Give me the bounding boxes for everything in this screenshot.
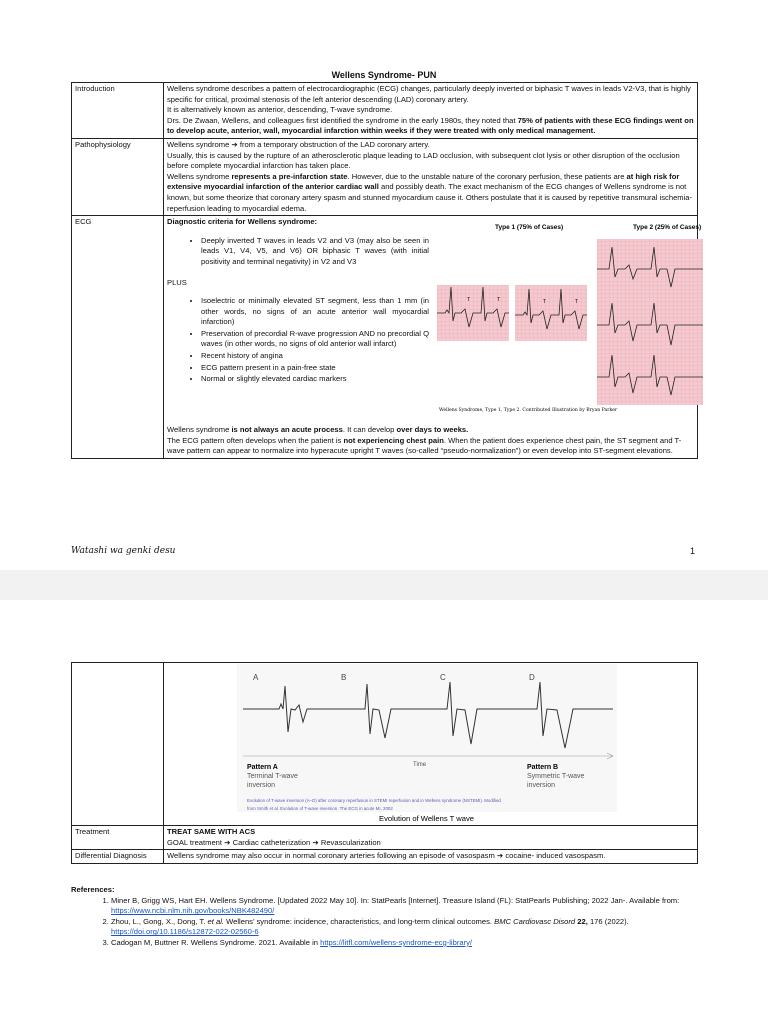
plus-label: PLUS — [167, 277, 187, 287]
evolution-caption: Evolution of Wellens T wave — [379, 814, 474, 823]
wellens-types-figure — [437, 217, 705, 425]
list-item: 2. Zhou, L., Gong, X., Dong, T. et al. Wellens’ syndrome: incidence, characteristics, and long-term clinical outcomes. BMC Cardiovasc Disord 22, 176 (2022). https://doi.org/10.1186/s12872-022-02560-6 — [111, 917, 711, 938]
panel-letter: D — [529, 673, 535, 682]
evolution-figure-cell — [164, 663, 698, 826]
page-number: 1 — [690, 546, 696, 556]
pattern-a-title: Pattern A — [247, 764, 278, 771]
ecg-content — [164, 216, 702, 459]
differential-content: Wellens syndrome may also occur in normal coronary arteries following an episode of vasospasm ➔ cocaine- induced vasospasm. — [164, 850, 698, 864]
intro-paragraph-2: It is alternatively known as anterior, descending, T-wave syndrome. — [167, 105, 393, 115]
intro-paragraph-1: Wellens syndrome describes a pattern of electrocardiographic (ECG) changes, particularly deeply inverted or biphasic T waves in leads V2-V3, that is highly specific for critical, proximal stenosis of the left anterior descending (LAD) coronary artery. — [167, 84, 691, 104]
ecg-note-2: The ECG pattern often develops when the patient is not experiencing chest pain. When the patient does experience chest pain, the ST segment and T-wave pattern can appear to normalize into hyperacute upright T waves (so-called “pseudo-normalization”) or even develop into ST-segment elevations. — [167, 435, 682, 456]
pattern-b-title: Pattern B — [527, 764, 559, 771]
ecg-note-1: Wellens syndrome is not always an acute process. It can develop over days to weeks. — [167, 425, 469, 435]
ecg-criteria-list-2 — [167, 296, 429, 385]
type2-strip — [597, 239, 703, 405]
patho-paragraph-3: Wellens syndrome represents a pre-infarction state. However, due to the unstable nature of the coronary perfusion, these patients are at high risk for extensive myocardial infarction of the anterior cardiac wall and possibly death. The exact mechanism of the ECG changes of Wellens syndrome is not known, but some theorize that coronary artery spasm and stunned myocardium cause it. Others postulate that it is caused by repetitive transmural ischemia-reperfusion leading to myocardial edema. — [167, 171, 693, 213]
evolution-source-caption: Evolution of T-wave inversion (A–D) after coronary reperfusion in STEMI reperfusion and in Wellens syndrome (NSTEMI). Modified — [247, 798, 501, 803]
row-label-pathophysiology: Pathophysiology — [72, 138, 164, 215]
pattern-b-desc: Symmetric T-wave — [527, 773, 585, 780]
patho-paragraph-1: Wellens syndrome ➔ from a temporary obstruction of the LAD coronary artery. — [167, 139, 430, 149]
reference-link[interactable]: https://litfl.com/wellens-syndrome-ecg-library/ — [320, 937, 473, 947]
type2-heading: Type 2 (25% of Cases) — [633, 224, 702, 232]
footer-note: Watashi wa genki desu — [71, 546, 176, 556]
reference-link[interactable]: https://www.ncbi.nlm.nih.gov/books/NBK482490/ — [111, 906, 275, 916]
table-row-differential — [72, 850, 698, 864]
table-row-ecg — [72, 216, 698, 459]
row-label-introduction: Introduction — [72, 83, 164, 139]
ecg-criteria-list-1 — [167, 236, 429, 268]
list-item: • Isoelectric or minimally elevated ST segment, less than 1 mm (in other words, no signs of an acute anterior wall myocardial infarction) — [201, 296, 429, 328]
content-table — [71, 82, 702, 459]
patho-paragraph-2: Usually, this is caused by the rupture of an atherosclerotic plaque leading to LAD occlusion, with subsequent clot lysis or other disruption of the occlusion before complete myocardial infarction has taken place. — [167, 150, 680, 171]
evolution-figure — [167, 664, 694, 824]
t-wave-evolution-illustration — [167, 664, 621, 824]
row-label-empty — [72, 663, 164, 826]
type1-strip-1 — [437, 285, 509, 341]
evolution-source-caption: from Smith et al. Evolution of T-wave inversion. The ECG in acute MI, 2002 — [247, 806, 393, 811]
list-item: 3. Cadogan M, Buttner R. Wellens Syndrome. 2021. Available in https://litfl.com/wellens-syndrome-ecg-library/ — [111, 938, 711, 949]
list-item: • Recent history of angina — [201, 351, 429, 362]
row-label-treatment: Treatment — [72, 826, 164, 850]
treatment-line-2: GOAL treatment ➔ Cardiac catheterization ➔ Revascularization — [167, 837, 381, 847]
list-item: • Preservation of precordial R-wave progression AND no precordial Q waves (in other words, no signs of old anterior wall infarct) — [201, 329, 429, 350]
row-label-differential: Differential Diagnosis — [72, 850, 164, 864]
treatment-line-1: TREAT SAME WITH ACS — [167, 827, 256, 836]
type1-strip-2 — [515, 285, 587, 341]
references-section — [71, 885, 711, 949]
time-axis-label: Time — [413, 762, 427, 768]
pattern-a-desc: Terminal T-wave — [247, 773, 298, 780]
list-item: • Deeply inverted T waves in leads V2 and V3 (may also be seen in leads V1, V4, V5, and V6) OR biphasic T waves (with initial positivity and terminal negativity) in V2 and V3 — [201, 236, 429, 268]
panel-letter: B — [341, 673, 347, 682]
pathophysiology-content — [164, 138, 698, 215]
wellens-types-illustration — [437, 217, 705, 425]
introduction-content — [164, 83, 698, 139]
ecg-criteria-heading: Diagnostic criteria for Wellens syndrome: — [167, 217, 318, 227]
t-wave-label: T — [575, 299, 579, 306]
references-heading: References: — [71, 885, 115, 894]
content-table-continued — [71, 662, 698, 864]
treatment-content — [164, 826, 698, 850]
table-row-introduction — [72, 83, 698, 139]
t-wave-label: T — [467, 297, 471, 304]
t-wave-label: T — [543, 299, 547, 306]
table-row-treatment — [72, 826, 698, 850]
table-row-evolution — [72, 663, 698, 826]
type1-heading: Type 1 (75% of Cases) — [495, 224, 564, 232]
list-item: • Normal or slightly elevated cardiac markers — [201, 374, 429, 385]
panel-letter: C — [440, 673, 446, 682]
page-2 — [0, 600, 768, 1024]
pattern-b-desc: inversion — [527, 782, 556, 789]
intro-paragraph-3: Drs. De Zwaan, Wellens, and colleagues first identified the syndrome in the early 1980s, they noted that 75% of patients with these ECG findings went on to develop acute, anterior, wall, myocardial infarction within weeks if they were treated with only medical management. — [167, 115, 694, 136]
reference-link[interactable]: https://doi.org/10.1186/s12872-022-02560-6 — [111, 927, 259, 937]
list-item: 1. Miner B, Grigg WS, Hart EH. Wellens Syndrome. [Updated 2022 May 10]. In: StatPearls [Internet]. Treasure Island (FL): StatPearls Publishing; 2022 Jan-. Available from: https://www.ncbi.nlm.nih.gov/books/NBK482490/ — [111, 896, 711, 917]
table-row-pathophysiology — [72, 138, 698, 215]
document-title: Wellens Syndrome- PUN — [331, 70, 437, 80]
references-list — [71, 896, 711, 949]
t-wave-label: T — [497, 297, 501, 304]
panel-letter: A — [253, 673, 259, 682]
list-item: • ECG pattern present in a pain-free state — [201, 363, 429, 374]
figure-caption: Wellens Syndrome, Type 1, Type 2. Contributed Illustration by Bryan Parker — [439, 408, 618, 414]
row-label-ecg: ECG — [72, 216, 164, 459]
pattern-a-desc: inversion — [247, 782, 276, 789]
